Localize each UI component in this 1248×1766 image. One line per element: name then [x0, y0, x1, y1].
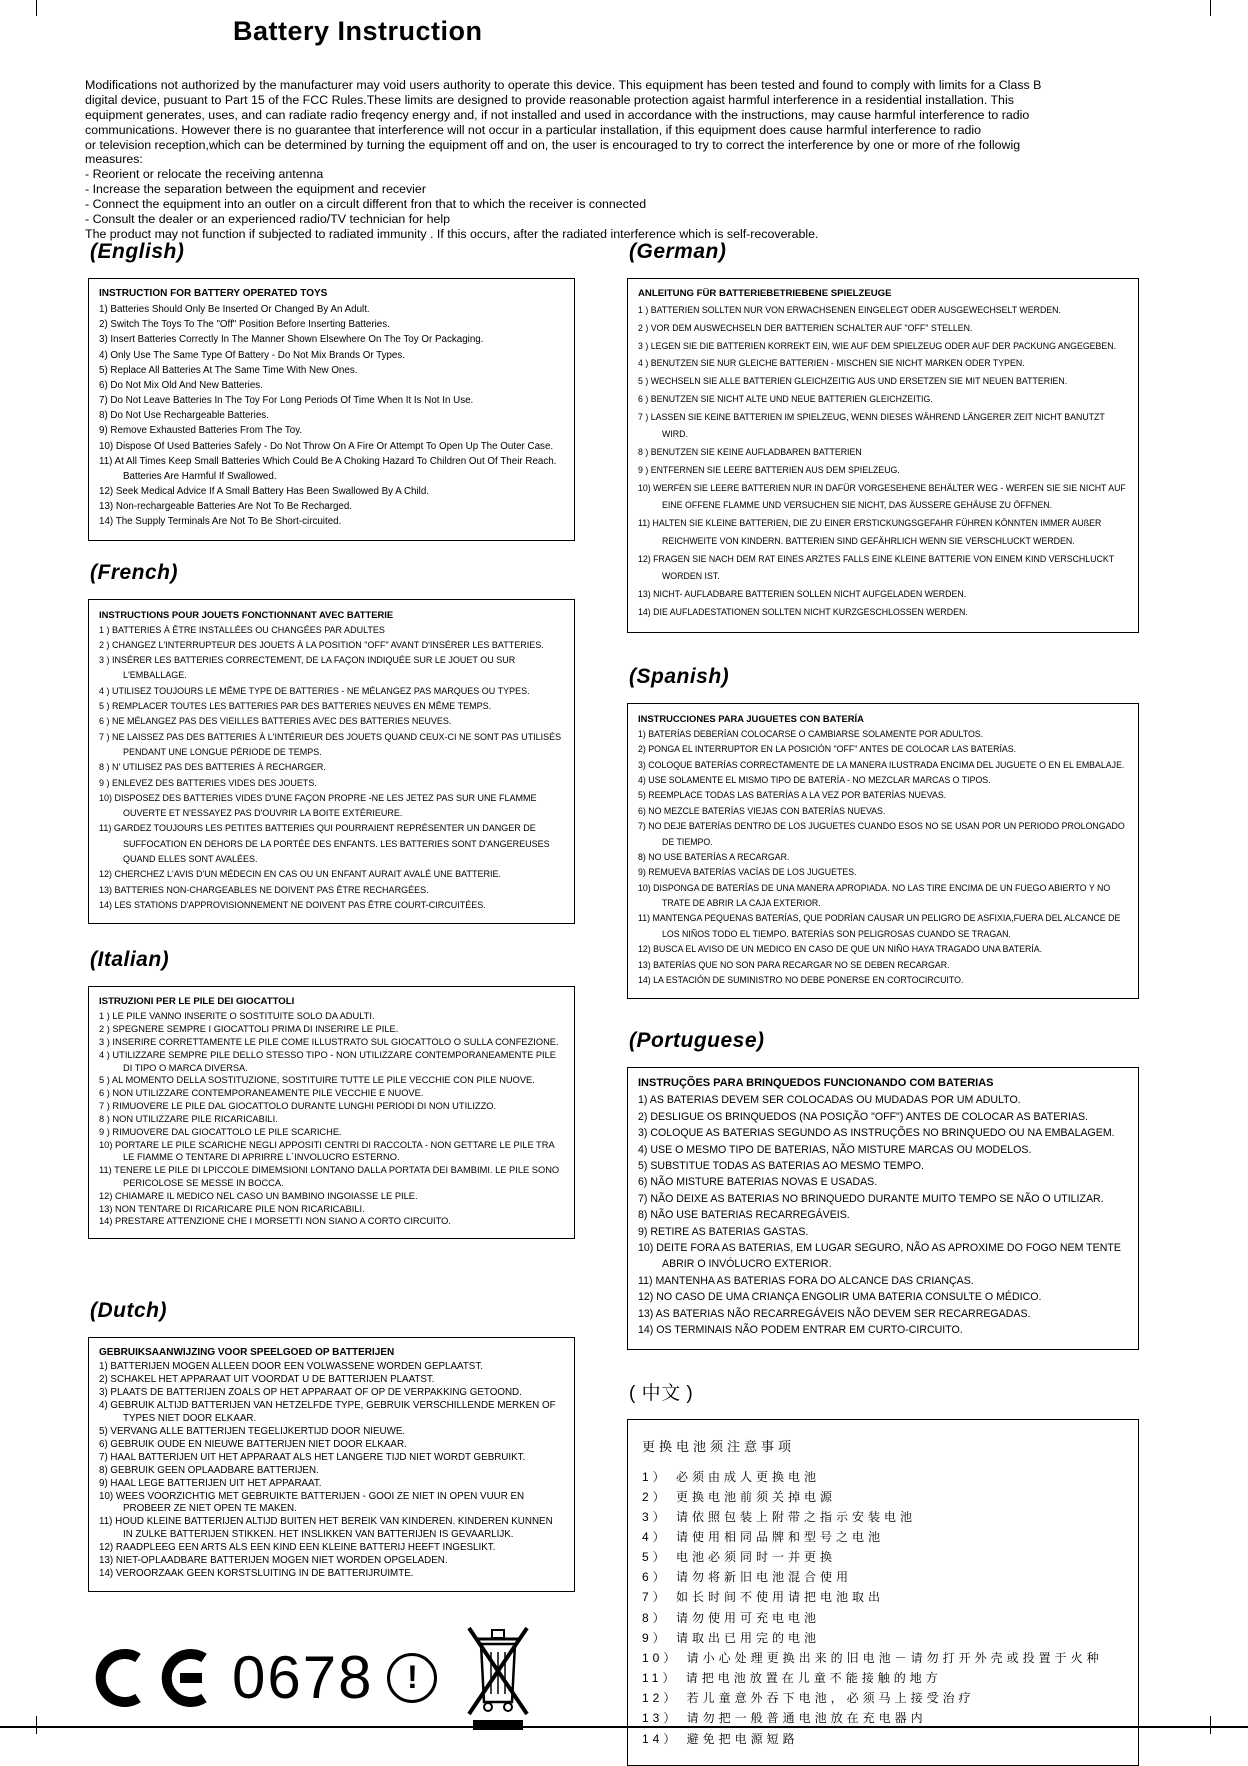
fcc-notice-line: digital device, pusuant to Part 15 of the FCC Rules.These limits are designed to provide reasonable protection agaist harmful interference in a residential installation. This	[85, 92, 1014, 107]
fcc-notice-line: - Increase the separation between the equipment and recevier	[85, 182, 426, 197]
instruction-item: 5) Replace All Batteries At The Same Time With New Ones.	[99, 364, 358, 376]
instruction-item: 2) SCHAKEL HET APPARAAT UIT VOORDAT U DE BATTERIJEN PLAATST.	[99, 1374, 435, 1386]
instruction-box	[627, 703, 1139, 1000]
instruction-item: 3) PLAATS DE BATTERIJEN ZOALS OP HET APPARAAT OF OP DE VERPAKKING GETOOND.	[99, 1387, 522, 1399]
instruction-item: 2） 更换电池前须关掉电源	[642, 1489, 837, 1504]
instruction-item: 9) RETIRE AS BATERIAS GASTAS.	[638, 1225, 809, 1238]
crop-mark-top-left	[36, 0, 37, 16]
instruction-item: 8) GEBRUIK GEEN OPLAADBARE BATTERIJEN.	[99, 1464, 319, 1476]
fcc-notice-line: - Reorient or relocate the receiving antenna	[85, 167, 324, 182]
crop-mark-bottom-left	[36, 1716, 37, 1734]
instruction-item: 12) NO CASO DE UMA CRIANÇA ENGOLIR UMA BATERIA CONSULTE O MÉDICO.	[638, 1291, 1042, 1304]
instruction-box	[627, 1419, 1139, 1766]
instruction-item: 13) BATERÍAS QUE NO SON PARA RECARGAR NO SE DEBEN RECARGAR.	[638, 959, 950, 970]
section-german	[627, 240, 1139, 633]
notified-body-number: 0678	[232, 1644, 374, 1712]
instruction-item: 1 ) BATTERIEN SOLLTEN NUR VON ERWACHSENEN EINGELEGT ODER AUSGEWECHSELT WERDEN.	[638, 305, 1061, 315]
section-label: ( 中文 )	[629, 1382, 694, 1404]
instruction-item: 12) Seek Medical Advice If A Small Battery Has Been Swallowed By A Child.	[99, 486, 429, 498]
instruction-item: 8 ) NON UTILIZZARE PILE RICARICABILI.	[99, 1113, 278, 1124]
instruction-item: 11) At All Times Keep Small Batteries Which Could Be A Choking Hazard To Children Out Of Their Reach. Batteries Are Harmful If Swallowed.	[99, 455, 557, 482]
instruction-item: 11） 请把电池放置在儿童不能接触的地方	[642, 1671, 942, 1686]
fcc-notice	[85, 78, 1175, 242]
instruction-item: 2 ) CHANGEZ L'INTERRUPTEUR DES JOUETS À LA POSITION "OFF" AVANT D'INSÉRER LES BATTERIES.	[99, 639, 544, 650]
instruction-box	[88, 278, 575, 541]
instruction-item: 13) AS BATERIAS NÃO RECARREGÁVEIS NÃO DEVEM SER RECARREGADAS.	[638, 1307, 1031, 1320]
certification-marks	[88, 1622, 575, 1734]
section-italian	[88, 948, 575, 1239]
section-label: (Spanish)	[629, 664, 730, 688]
instruction-item: 10） 请小心处理更换出来的旧电池－请勿打开外壳或投置于火种	[642, 1650, 1103, 1665]
instruction-item: 11) HALTEN SIE KLEINE BATTERIEN, DIE ZU EINER ERSTICKUNGSGEFAHR FÜHREN KÖNNTEN IMMER AUßER REICHWEITE VON KINDERN. BATTERIEN SIND GEFÄHRLICH WENN SIE VERSCHLUCKT WERDEN.	[638, 518, 1102, 546]
instruction-list	[638, 302, 1128, 622]
weee-bin-icon	[467, 1622, 529, 1734]
instruction-item: 4) Only Use The Same Type Of Battery - Do Not Mix Brands Or Types.	[99, 349, 405, 361]
instruction-heading: GEBRUIKSAANWIJZING VOOR SPEELGOED OP BATTERIJEN	[99, 1347, 395, 1359]
instruction-item: 10) Dispose Of Used Batteries Safely - Do Not Throw On A Fire Or Attempt To Open Up The Outer Case.	[99, 440, 554, 452]
instruction-item: 3 ) INSERIRE CORRETTAMENTE LE PILE COME ILLUSTRATO SUL GIOCATTOLO O SULLA CONFEZIONE.	[99, 1036, 559, 1047]
instruction-item: 5） 电池必须同时一并更换	[642, 1550, 837, 1565]
instruction-box	[88, 986, 575, 1239]
fcc-notice-line: or television reception,which can be determined by turning the equipment off and on, the user is encouraged to try to correct the interference by one or more of rhe followig	[85, 137, 1021, 152]
instruction-item: 8) NÃO USE BATERIAS RECARREGÁVEIS.	[638, 1209, 850, 1222]
instruction-item: 7) NO DEJE BATERÍAS DENTRO DE LOS JUGUETES CUANDO ESOS NO SE USAN POR UN PERIODO PROLONGADO DE TIEMPO.	[638, 821, 1125, 847]
fcc-notice-line: - Connect the equipment into an outler on a circult different fron that to which the receiver is connected	[85, 197, 647, 211]
instruction-item: 6 ) NE MÉLANGEZ PAS DES VIEILLES BATTERIES AVEC DES BATTERIES NEUVES.	[99, 716, 452, 727]
instruction-item: 3 ) INSÉRER LES BATTERIES CORRECTEMENT, DE LA FAÇON INDIQUÉE SUR LE JOUET OU SUR L'EMBALLAGE.	[99, 655, 516, 681]
page-title: Battery Instruction	[233, 16, 483, 46]
instruction-item: 1) AS BATERIAS DEVEM SER COLOCADAS OU MUDADAS POR UM ADULTO.	[638, 1094, 1021, 1107]
instruction-item: 7 ) LASSEN SIE KEINE BATTERIEN IM SPIELZEUG, WENN DIESES WÄHREND LÄNGERER ZEIT NICHT BANUTZT WIRD.	[638, 411, 1105, 440]
instruction-heading: 更换电池须注意事项	[642, 1438, 796, 1454]
instruction-item: 7) NÃO DEIXE AS BATERIAS NO BRINQUEDO DURANTE MUITO TEMPO SE NÃO O UTILIZAR.	[638, 1192, 1104, 1205]
instruction-item: 9 ) RIMUOVERE DAL GIOCATTOLO LE PILE SCARICHE.	[99, 1126, 342, 1137]
instruction-item: 1） 必须由成人更换电池	[642, 1469, 821, 1484]
crop-mark-top-right	[1210, 0, 1211, 16]
instruction-item: 2) PONGA EL INTERRUPTOR EN LA POSICIÓN "OFF" ANTES DE COLOCAR LAS BATERÍAS.	[638, 744, 1017, 755]
section-label: (Dutch)	[90, 1299, 167, 1323]
instruction-item: 9 ) ENTFERNEN SIE LEERE BATTERIEN AUS DEM SPIELZEUG.	[638, 464, 900, 475]
instruction-list	[99, 302, 564, 530]
instruction-item: 7） 如长时间不使用请把电池取出	[642, 1590, 885, 1605]
section-label: (English)	[90, 240, 185, 263]
instruction-item: 13) BATTERIES NON-CHARGEABLES NE DOIVENT PAS ÊTRE RECHARGÉES.	[99, 884, 429, 895]
instruction-item: 4 ) UTILIZZARE SEMPRE PILE DELLO STESSO TIPO - NON UTILIZZARE CONTEMPORANEAMENTE PILE DI TIPO O MARCA DIVERSA.	[99, 1049, 557, 1073]
instruction-item: 12) CHERCHEZ L'AVIS D'UN MÉDECIN EN CAS OU UN ENFANT AURAIT AVALÉ UNE BATTERIE.	[99, 869, 502, 880]
crop-mark-bottom-right	[1210, 1716, 1211, 1734]
instruction-heading: INSTRUCCIONES PARA JUGUETES CON BATERÍA	[638, 712, 864, 724]
instruction-item: 11) MANTENHA AS BATERIAS FORA DO ALCANCE DAS CRIANÇAS.	[638, 1274, 974, 1287]
instruction-heading: ISTRUZIONI PER LE PILE DEI GIOCATTOLI	[99, 996, 295, 1008]
instruction-item: 2) Switch The Toys To The "Off" Position Before Inserting Batteries.	[99, 319, 390, 331]
alert-symbol: !	[407, 1659, 418, 1696]
section-chinese	[627, 1378, 1139, 1766]
instruction-item: 5 ) AL MOMENTO DELLA SOSTITUZIONE, SOSTITUIRE TUTTE LE PILE VECCHIE CON PILE NUOVE.	[99, 1075, 535, 1086]
instruction-item: 14) The Supply Terminals Are Not To Be Short-circuited.	[99, 516, 342, 528]
ce-mark-icon	[88, 1645, 218, 1711]
instruction-item: 3) Insert Batteries Correctly In The Manner Shown Elsewhere On The Toy Or Packaging.	[99, 334, 484, 346]
section-label: (French)	[90, 560, 178, 584]
instruction-box	[88, 1337, 575, 1592]
fcc-notice-line: equipment generates, uses, and can radiate radio freqency energy and, if not installed and used in accordance with the instructions, may cause harmful interference to radio	[85, 107, 1030, 122]
instruction-box	[88, 599, 575, 925]
instruction-item: 12) FRAGEN SIE NACH DEM RAT EINES ARZTES FALLS EINE KLEINE BATTERIE VON EINEM KIND VERSCHLUCKT WORDEN IST.	[638, 553, 1114, 582]
instruction-item: 12) BUSCA EL AVISO DE UN MEDICO EN CASO DE QUE UN NIÑO HAYA TRAGADO UNA BATERÍA.	[638, 944, 1043, 955]
instruction-heading: ANLEITUNG FÜR BATTERIEBETRIEBENE SPIELZEUGE	[638, 288, 892, 299]
instruction-item: 10) WEES VOORZICHTIG MET GEBRUIKTE BATTERIJEN - GOOI ZE NIET IN OPEN VUUR EN PROBEER ZE NIET OPEN TE MAKEN.	[99, 1490, 525, 1515]
instruction-item: 10) PORTARE LE PILE SCARICHE NEGLI APPOSITI CENTRI DI RACCOLTA - NON GETTARE LE PILE TRA LE FIAMME O TENTARE DI APRIRRE L`INVOLUCRO ESTERNO.	[99, 1139, 555, 1163]
instruction-item: 6) NÃO MISTURE BATERIAS NOVAS E USADAS.	[638, 1176, 878, 1189]
instruction-item: 2) DESLIGUE OS BRINQUEDOS (NA POSIÇÃO "OFF") ANTES DE COLOCAR AS BATERIAS.	[638, 1110, 1089, 1123]
instruction-item: 14) PRESTARE ATTENZIONE CHE I MORSETTI NON SIANO A CORTO CIRCUITO.	[99, 1216, 451, 1227]
instruction-box	[627, 1067, 1139, 1349]
fcc-notice-line: measures:	[85, 152, 143, 167]
instruction-item: 14) LES STATIONS D'APPROVISIONNEMENT NE DOIVENT PAS ÊTRE COURT-CIRCUITÉES.	[99, 899, 486, 910]
section-label: (German)	[629, 240, 727, 263]
instruction-item: 14） 避免把电源短路	[642, 1731, 799, 1746]
instruction-item: 14) OS TERMINAIS NÃO PODEM ENTRAR EM CURTO-CIRCUITO.	[638, 1324, 963, 1337]
instruction-item: 14) DIE AUFLADESTATIONEN SOLLTEN NICHT KURZGESCHLOSSEN WERDEN.	[638, 607, 968, 618]
section-french	[88, 561, 575, 925]
instruction-list	[638, 1092, 1128, 1338]
instruction-heading: INSTRUCTIONS POUR JOUETS FONCTIONNANT AVEC BATTERIE	[99, 608, 394, 620]
instruction-item: 11) HOUD KLEINE BATTERIJEN ALTIJD BUITEN HET BEREIK VAN KINDEREN. KINDEREN KUNNEN IN ZULKE BATTERIJEN STIKKEN. HET INSLIKKEN VAN BATTERIJEN IS GEVAARLIJK.	[99, 1516, 553, 1541]
instruction-item: 3) COLOQUE AS BATERIAS SEGUNDO AS INSTRUÇÕES NO BRINQUEDO OU NA EMBALAGEM.	[638, 1127, 1115, 1140]
instruction-item: 12) RAADPLEEG EEN ARTS ALS EEN KIND EEN KLEINE BATTERIJ HEEFT INGESLIKT.	[99, 1542, 496, 1554]
instruction-item: 7 ) NE LAISSEZ PAS DES BATTERIES À L'INTÉRIEUR DES JOUETS QUAND CEUX-CI NE SONT PAS UTILISÉS PENDANT UNE LONGUE PÉRIODE DE TEMPS.	[99, 731, 562, 757]
instruction-item: 6 ) BENUTZEN SIE NICHT ALTE UND NEUE BATTERIEN GLEICHZEITIG.	[638, 393, 933, 404]
instruction-item: 4) GEBRUIK ALTIJD BATTERIJEN VAN HETZELFDE TYPE, GEBRUIK VERSCHILLENDE MERKEN OF TYPES NIET DOOR ELKAAR.	[99, 1400, 556, 1424]
instruction-item: 8) NO USE BATERÍAS A RECARGAR.	[638, 851, 790, 862]
instruction-item: 9) REMUEVA BATERÍAS VACÍAS DE LOS JUGUETES.	[638, 867, 857, 878]
instruction-item: 2 ) SPEGNERE SEMPRE I GIOCATTOLI PRIMA DI INSERIRE LE PILE.	[99, 1024, 399, 1035]
instruction-item: 6) Do Not Mix Old And New Batteries.	[99, 379, 263, 391]
instruction-item: 3） 请依照包装上附带之指示安装电池	[642, 1509, 917, 1524]
instruction-item: 9) HAAL LEGE BATTERIJEN UIT HET APPARAAT.	[99, 1477, 322, 1489]
section-english	[88, 240, 575, 541]
instruction-item: 11) TENERE LE PILE DI LPICCOLE DIMEMSIONI LONTANO DALLA PORTATA DEI BAMBIMI. LE PILE SONO PERICOLOSE SE MESSE IN BOCCA.	[99, 1165, 560, 1188]
right-column	[627, 240, 1139, 1766]
section-spanish	[627, 665, 1139, 1000]
instruction-item: 4） 请使用相同品牌和型号之电池	[642, 1529, 885, 1544]
instruction-item: 13) NIET-OPLAADBARE BATTERIJEN MOGEN NIET WORDEN OPGELADEN.	[99, 1555, 448, 1567]
instruction-item: 14) LA ESTACIÓN DE SUMINISTRO NO DEBE PONERSE EN CORTOCIRCUITO.	[638, 975, 964, 986]
instruction-item: 5) REEMPLACE TODAS LAS BATERÍAS A LA VEZ POR BATERÍAS NUEVAS.	[638, 790, 947, 801]
instruction-item: 11) MANTENGA PEQUENAS BATERÍAS, QUE PODRÍAN CAUSAR UN PELIGRO DE ASFIXIA,FUERA DEL ALCANCE DE LOS NIÑOS TODO EL TIEMPO. BATERÍAS SON PELIGROSAS CUANDO SE TRAGAN.	[638, 913, 1121, 939]
instruction-item: 12） 若儿童意外吞下电池，必须马上接受治疗	[642, 1691, 975, 1706]
instruction-item: 1) BATTERIJEN MOGEN ALLEEN DOOR EEN VOLWASSENE WORDEN GEPLAATST.	[99, 1361, 483, 1373]
instruction-item: 13) NICHT- AUFLADBARE BATTERIEN SOLLEN NICHT AUFGELADEN WERDEN.	[638, 589, 967, 600]
instruction-item: 14) VEROORZAAK GEEN KORSTSLUITING IN DE BATTERIJRUIMTE.	[99, 1568, 414, 1580]
section-label: (Italian)	[90, 948, 170, 972]
instruction-item: 5) SUBSTITUE TODAS AS BATERIAS AO MESMO TEMPO.	[638, 1160, 924, 1173]
instruction-item: 7) HAAL BATTERIJEN UIT HET APPARAAT ALS HET LANGERE TIJD NIET WORDT GEBRUIKT.	[99, 1451, 526, 1463]
instruction-item: 5) VERVANG ALLE BATTERIJEN TEGELIJKERTIJD DOOR NIEUWE.	[99, 1425, 406, 1437]
instruction-item: 9） 请取出已用完的电池	[642, 1630, 821, 1645]
instruction-item: 3) COLOQUE BATERÍAS CORRECTAMENTE DE LA MANERA ILUSTRADA ENCIMA DEL JUGUETE O EN EL EMBALAJE.	[638, 759, 1125, 770]
fcc-notice-line: communications. However there is no guarantee that interference will not occur in a particular installation, if this equipment does cause harmful interference to radio	[85, 122, 982, 137]
instruction-item: 6) NO MEZCLE BATERÍAS VIEJAS CON BATERÍAS NUEVAS.	[638, 805, 886, 816]
instruction-list	[99, 1361, 564, 1581]
instruction-item: 10) DISPOSEZ DES BATTERIES VIDES D'UNE FAÇON PROPRE -NE LES JETEZ PAS SUR UNE FLAMME OUVERTE ET N'ESSAYEZ PAS D'OUVRIR LA BOITE EXTÉRIEURE.	[99, 792, 537, 819]
instruction-item: 3 ) LEGEN SIE DIE BATTERIEN KORREKT EIN, WIE AUF DEM SPIELZEUG ODER AUF DER PACKUNG ANGEGEBEN.	[638, 340, 1117, 351]
instruction-item: 7 ) RIMUOVERE LE PILE DAL GIOCATTOLO DURANTE LUNGHI PERIODI DI NON UTILIZZO.	[99, 1101, 497, 1112]
instruction-box	[627, 278, 1139, 633]
fcc-notice-line: The product may not function if subjected to radiated immunity . If this occurs, after the radiated interference which is self-recoverable.	[85, 226, 819, 241]
instruction-item: 11) GARDEZ TOUJOURS LES PETITES BATTERIES QUI POURRAIENT REPRÉSENTER UN DANGER DE SUFFOCATION EN DEHORS DE LA PORTÉE DES ENFANTS. LES BATTERIES SONT D'ANGEREUSES QUAND ELLES SONT AVALÉES.	[99, 823, 550, 865]
instruction-item: 10) DISPONGA DE BATERÍAS DE UNA MANERA APROPIADA. NO LAS TIRE ENCIMA DE UN FUEGO ABIERTO Y NO TRATE DE ABRIR LA CAJA EXTERIOR.	[638, 882, 1111, 909]
instruction-item: 12) CHIAMARE IL MEDICO NEL CASO UN BAMBINO INGOIASSE LE PILE.	[99, 1190, 418, 1201]
instruction-item: 13) NON TENTARE DI RICARICARE PILE NON RICARICABILI.	[99, 1203, 365, 1214]
instruction-item: 8) Do Not Use Rechargeable Batteries.	[99, 410, 269, 422]
instruction-item: 4) USE SOLAMENTE EL MISMO TIPO DE BATERÍA - NO MEZCLAR MARCAS O TIPOS.	[638, 774, 991, 785]
instruction-list	[99, 623, 564, 914]
left-column	[88, 240, 575, 1734]
instruction-item: 8 ) N' UTILISEZ PAS DES BATTERIES À RECHARGER.	[99, 762, 326, 773]
instruction-item: 7) Do Not Leave Batteries In The Toy For Long Periods Of Time When It Is Not In Use.	[99, 395, 474, 407]
instruction-item: 1 ) LE PILE VANNO INSERITE O SOSTITUITE SOLO DA ADULTI.	[99, 1011, 375, 1022]
instruction-item: 1 ) BATTERIES À ÊTRE INSTALLÉES OU CHANGÉES PAR ADULTES	[99, 624, 385, 635]
instruction-item: 13） 请勿把一般普通电池放在充电器内	[642, 1711, 927, 1726]
instruction-item: 6 ) NON UTILIZZARE CONTEMPORANEAMENTE PILE VECCHIE E NUOVE.	[99, 1088, 424, 1099]
section-dutch	[88, 1299, 575, 1592]
fcc-notice-line: - Consult the dealer or an experienced radio/TV technician for help	[85, 211, 451, 226]
instruction-item: 1) Batteries Should Only Be Inserted Or Changed By An Adult.	[99, 304, 370, 315]
instruction-item: 6) GEBRUIK OUDE EN NIEUWE BATTERIJEN NIET DOOR ELKAAR.	[99, 1438, 407, 1450]
instruction-list	[642, 1467, 1124, 1749]
fcc-notice-line: Modifications not authorized by the manufacturer may void users authority to operate this device. This equipment has been tested and found to comply with limits for a Class B	[85, 78, 1042, 92]
instruction-item: 5 ) REMPLACER TOUTES LES BATTERIES PAR DES BATTERIES NEUVES EN MÊME TEMPS.	[99, 701, 492, 712]
instruction-item: 4 ) UTILISEZ TOUJOURS LE MÊME TYPE DE BATTERIES - NE MÉLANGEZ PAS MARQUES OU TYPES.	[99, 685, 530, 696]
section-portuguese	[627, 1029, 1139, 1349]
section-label: (Portuguese)	[629, 1029, 765, 1053]
instruction-item: 8） 请勿使用可充电电池	[642, 1610, 821, 1625]
instruction-item: 8 ) BENUTZEN SIE KEINE AUFLADBAREN BATTERIEN	[638, 447, 862, 458]
instruction-item: 13) Non-rechargeable Batteries Are Not To Be Recharged.	[99, 501, 353, 513]
instruction-item: 9 ) ENLEVEZ DES BATTERIES VIDES DES JOUETS.	[99, 777, 317, 788]
instruction-item: 10) DEITE FORA AS BATERIAS, EM LUGAR SEGURO, NÃO AS APROXIME DO FOGO NEM TENTE ABRIR O INVÓLUCRO EXTERIOR.	[638, 1242, 1121, 1271]
instruction-item: 6） 请勿将新旧电池混合使用	[642, 1570, 853, 1585]
instruction-item: 2 ) VOR DEM AUSWECHSELN DER BATTERIEN SCHALTER AUF "OFF" STELLEN.	[638, 322, 973, 333]
instruction-heading: INSTRUÇÕES PARA BRINQUEDOS FUNCIONANDO COM BATERIAS	[638, 1077, 994, 1090]
instruction-list	[638, 727, 1128, 989]
instruction-list	[99, 1010, 564, 1228]
instruction-item: 1) BATERÍAS DEBERÍAN COLOCARSE O CAMBIARSE SOLAMENTE POR ADULTOS.	[638, 728, 984, 739]
instruction-item: 4) USE O MESMO TIPO DE BATERIAS, NÃO MISTURE MARCAS OU MODELOS.	[638, 1143, 1032, 1156]
alert-circle-icon	[387, 1653, 437, 1703]
instruction-item: 5 ) WECHSELN SIE ALLE BATTERIEN GLEICHZEITIG AUS UND ERSETZEN SIE MIT NEUEN BATTERIEN.	[638, 376, 1068, 387]
instruction-item: 9) Remove Exhausted Batteries From The Toy.	[99, 425, 303, 437]
instruction-item: 4 ) BENUTZEN SIE NUR GLEICHE BATTERIEN - MISCHEN SIE NICHT MARKEN ODER TYPEN.	[638, 358, 1025, 369]
instruction-item: 10) WERFEN SIE LEERE BATTERIEN NUR IN DAFÜR VORGESEHENE BEHÄLTER WEG - WERFEN SIE SIE NICHT AUF EINE OFFENE FLAMME UND VERSUCHEN SIE NICHT, DAS ÄUSSERE GEHÄUSE ZU ÖFFNEN.	[638, 482, 1126, 511]
instruction-heading: INSTRUCTION FOR BATTERY OPERATED TOYS	[99, 288, 328, 299]
